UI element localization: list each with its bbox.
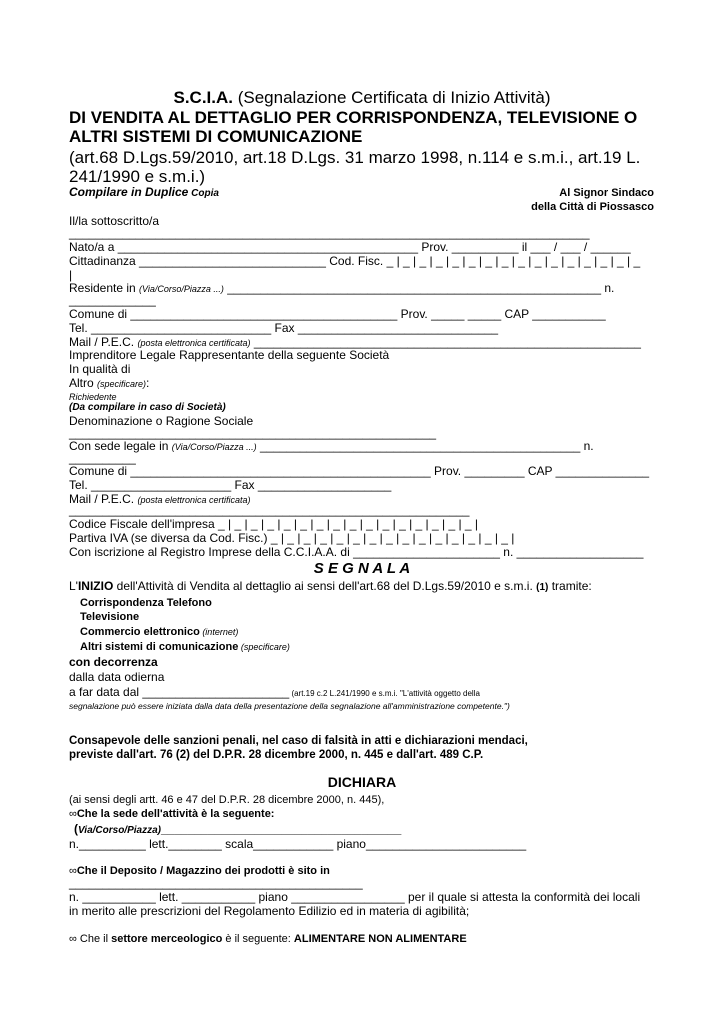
sottoscritto-field[interactable]: ______________________________________________________________________________ <box>69 226 590 240</box>
tel-fax-field[interactable]: Tel. ___________________________ Fax ______________________________ <box>69 321 499 335</box>
mail2-field[interactable]: ____________________________________________________________ <box>69 503 470 517</box>
bullet-icon: ∞ <box>69 933 77 945</box>
denominazione-label: Denominazione o Ragione Sociale <box>69 414 254 428</box>
sottoscritto-label: Il/la sottoscritto/a <box>69 214 160 228</box>
qualita-label: In qualità di <box>69 362 131 376</box>
compilare-label: Compilare in Duplice <box>69 185 189 199</box>
residente-line: ________________________________________________________ n. <box>223 281 615 295</box>
far-data-note: (art.19 c.2 L.241/1990 e s.m.i. "L'attività oggetto della <box>289 689 480 698</box>
citta-label: della Città di Piossasco <box>531 201 654 213</box>
scia-full: (Segnalazione Certificata di Inizio Attività) <box>233 88 551 107</box>
bullet-icon: ∞ <box>69 808 77 820</box>
title-line-4: (art.68 D.Lgs.59/2010, art.18 D.Lgs. 31 marzo 1998, n.114 e s.m.i., art.19 L. <box>69 148 641 167</box>
settore-pre: Che il <box>76 933 112 945</box>
title-line-5: 241/1990 e s.m.i.) <box>69 167 206 186</box>
deposito-n-field[interactable]: n. ___________ lett. ___________ piano _________________ per il quale si attesta la conformità dei locali <box>69 890 641 904</box>
via-field[interactable] <box>74 822 401 838</box>
dichiara-sensi: (ai sensi degli artt. 46 e 47 del D.P.R. 28 dicembre 2000, n. 445), <box>69 794 385 806</box>
via-label: Via/Corso/Piazza) <box>78 825 161 836</box>
residente-label: Residente in <box>69 281 140 295</box>
sede-hint: (Via/Corso/Piazza ...) <box>171 442 257 452</box>
via-open: ( <box>74 822 78 836</box>
title-line-2: DI VENDITA AL DETTAGLIO PER CORRISPONDENZA, TELEVISIONE O <box>69 108 638 127</box>
altro-hint: (specificare) <box>97 379 147 389</box>
mail-hint: (posta elettronica certificata) <box>137 338 251 348</box>
sede-attivita-item <box>69 807 274 821</box>
inizio-word: INIZIO <box>77 579 114 593</box>
segnala-title: S E G N A L A <box>313 560 411 577</box>
title-line-3: ALTRI SISTEMI DI COMUNICAZIONE <box>69 127 363 146</box>
bullet-icon: ∞ <box>69 865 77 877</box>
deposito-label: Che il Deposito / Magazzino dei prodotti è sito in <box>76 865 330 877</box>
option-corrispondenza[interactable]: Corrispondenza Telefono <box>80 597 212 609</box>
comune2-field[interactable]: Comune di _____________________________________________ Prov. _________ CAP ______________ <box>69 464 650 478</box>
option-commercio-elettronico[interactable] <box>80 625 238 639</box>
opt3-label: Commercio elettronico <box>80 626 200 638</box>
settore-options[interactable]: ALIMENTARE NON ALIMENTARE <box>293 933 467 945</box>
altro-colon: : <box>146 376 150 390</box>
l-prefix: L' <box>69 579 78 593</box>
settore-item <box>69 932 467 946</box>
opt4-hint: (specificare) <box>238 642 290 652</box>
deposito-field[interactable]: ____________________________________________ <box>69 876 363 890</box>
sede-field[interactable] <box>69 439 594 454</box>
imprenditore-option[interactable]: Imprenditore Legale Rappresentante della seguente Società <box>69 348 390 362</box>
tramite: tramite: <box>548 579 592 593</box>
decorrenza-label: con decorrenza <box>69 655 158 669</box>
opt4-label: Altri sistemi di comunicazione <box>80 641 239 653</box>
tel2-fax-field[interactable]: Tel. _____________________ Fax ____________________ <box>69 478 392 492</box>
partita-iva-field[interactable]: Partiva IVA (se diversa da Cod. Fisc.) _ | _ | _ | _ | _ | _ | _ | _ | _ | _ | _ | _ | _ | _ | _ | <box>69 531 515 545</box>
inizio-text: dell'Attività di Vendita al dettaglio ai sensi dell'art.68 del D.Lgs.59/2010 e s.m.i. <box>113 579 537 593</box>
sede-cont[interactable]: __________ <box>69 451 136 465</box>
option-televisione[interactable]: Televisione <box>80 611 140 623</box>
mail-line: __________________________________________________________ <box>250 335 641 349</box>
comune-field[interactable]: Comune di ________________________________________ Prov. _____ _____ CAP ___________ <box>69 307 606 321</box>
residente-hint: (Via/Corso/Piazza ...) <box>139 284 224 294</box>
altro-option[interactable] <box>69 376 149 391</box>
inizio-statement <box>69 579 592 595</box>
data-odierna-option[interactable]: dalla data odierna <box>69 670 165 684</box>
consapevole-line-1: Consapevole delle sanzioni penali, nel caso di falsità in atti e dichiarazioni mendaci, <box>69 735 528 747</box>
consapevole-line-2: previste dall'art. 76 (2) del D.P.R. 28 dicembre 2000, n. 445 e dall'art. 489 C.P. <box>69 749 484 761</box>
option-altri-sistemi[interactable] <box>80 640 290 654</box>
scia-acronym: S.C.I.A. <box>173 88 233 107</box>
far-data-label: a far data dal ______________________ <box>69 685 290 699</box>
sede-line: ________________________________________________ n. <box>256 439 594 453</box>
denominazione-field[interactable]: _______________________________________________________ <box>69 426 437 440</box>
settore-label: settore merceologico <box>111 933 223 945</box>
ref1: (1) <box>536 582 549 593</box>
compilare-note <box>69 185 219 201</box>
richiedente-label: Richiedente <box>69 392 117 402</box>
cf-impresa-field[interactable]: Codice Fiscale dell'impresa _ | _ | _ | _ | _ | _ | _ | _ | _ | _ | _ | _ | _ | _ | _ | _ | <box>69 517 479 531</box>
form-title <box>0 88 724 108</box>
sede-attivita-label: Che la sede dell'attività è la seguente: <box>76 808 275 820</box>
via-line: ____________________________________ <box>161 822 402 836</box>
altro-label: Altro <box>69 376 98 390</box>
mail-label: Mail / P.E.C. <box>69 335 138 349</box>
far-data-note-2: segnalazione può essere iniziata dalla data della presentazione della segnalazione all'amministrazione competente.") <box>69 701 510 711</box>
registro-field[interactable]: Con iscrizione al Registro Imprese della C.C.I.A.A. di ______________________ n. ___________________ <box>69 545 644 559</box>
sede-label: Con sede legale in <box>69 439 172 453</box>
mail2-hint: (posta elettronica certificata) <box>137 495 251 505</box>
deposito-merito: in merito alle prescrizioni del Regolamento Edilizio ed in materia di agibilità; <box>69 904 470 918</box>
cod-fisc-end: | <box>69 268 73 282</box>
residente-cont[interactable]: _____________ <box>69 293 156 307</box>
dichiara-title: DICHIARA <box>327 774 397 790</box>
copia-label: Copia <box>188 188 219 199</box>
nato-field[interactable]: Nato/a a _____________________________________________ Prov. __________ il ___ / ___ / ______ <box>69 240 631 254</box>
settore-mid: è il seguente: <box>222 933 294 945</box>
mail2-label: Mail / P.E.C. <box>69 492 138 506</box>
sede-n-field[interactable]: n.__________ lett.________ scala____________ piano________________________ <box>69 837 527 851</box>
da-compilare-note: (Da compilare in caso di Società) <box>69 402 226 413</box>
cittadinanza-field[interactable]: Cittadinanza ____________________________ Cod. Fisc. _ | _ | _ | _ | _ | _ | _ | _ | _ | _ | _ | _ | _ | _ | _ | _ <box>69 254 641 268</box>
opt3-hint: (internet) <box>199 627 239 637</box>
sindaco-label: Al Signor Sindaco <box>559 187 654 199</box>
